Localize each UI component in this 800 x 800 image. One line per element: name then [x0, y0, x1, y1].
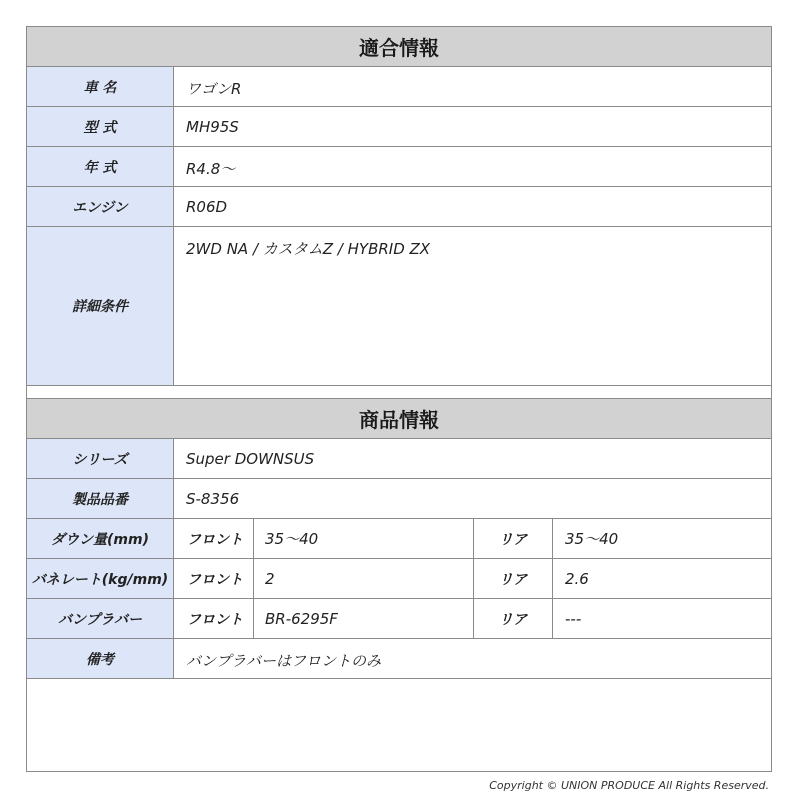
copyright-text: Copyright © UNION PRODUCE All Rights Reserved. — [489, 779, 769, 792]
spec-sheet — [26, 26, 772, 772]
engine-value: R06D — [186, 198, 228, 216]
down-front-label: フロント — [174, 519, 254, 558]
remarks-value: バンプラバーはフロントのみ — [186, 652, 382, 670]
down-rear-label: リア — [474, 519, 553, 558]
series-value: Super DOWNSUS — [186, 450, 315, 468]
product-row-down — [27, 519, 771, 559]
product-row-series — [27, 439, 771, 479]
bumper-front-value: BR-6295F — [254, 599, 474, 638]
section-gap — [27, 386, 771, 399]
fitment-row-car — [27, 67, 771, 107]
rate-front-value: 2 — [254, 559, 474, 598]
rate-label: バネレート(kg/mm) — [27, 559, 174, 598]
fitment-row-year — [27, 147, 771, 187]
part-no-label: 製品品番 — [27, 479, 174, 518]
product-row-bumper — [27, 599, 771, 639]
part-no-value: S-8356 — [186, 490, 240, 508]
details-value: 2WD NA / カスタムZ / HYBRID ZX — [186, 240, 431, 258]
year-value: R4.8～ — [186, 160, 236, 178]
down-front-value: 35～40 — [254, 519, 474, 558]
remarks-label: 備考 — [27, 639, 174, 678]
down-label: ダウン量(mm) — [27, 519, 174, 558]
fitment-title: 適合情報 — [27, 27, 771, 67]
car-name-label: 車 名 — [27, 67, 174, 106]
rate-rear-label: リア — [474, 559, 553, 598]
product-row-remarks — [27, 639, 771, 679]
bumper-front-label: フロント — [174, 599, 254, 638]
product-row-rate — [27, 559, 771, 599]
product-row-partno — [27, 479, 771, 519]
bumper-rear-value: --- — [565, 609, 582, 628]
fitment-row-engine — [27, 187, 771, 227]
series-label: シリーズ — [27, 439, 174, 478]
model-label: 型 式 — [27, 107, 174, 146]
year-label: 年 式 — [27, 147, 174, 186]
rate-front-label: フロント — [174, 559, 254, 598]
product-title: 商品情報 — [27, 399, 771, 439]
details-label: 詳細条件 — [27, 227, 174, 385]
down-rear-value: 35～40 — [565, 530, 619, 548]
fitment-row-details — [27, 227, 771, 386]
car-name-value: ワゴンR — [186, 80, 242, 98]
bumper-label: バンプラバー — [27, 599, 174, 638]
bumper-rear-label: リア — [474, 599, 553, 638]
engine-label: エンジン — [27, 187, 174, 226]
rate-rear-value: 2.6 — [565, 569, 589, 588]
model-value: MH95S — [186, 118, 239, 136]
fitment-row-model — [27, 107, 771, 147]
